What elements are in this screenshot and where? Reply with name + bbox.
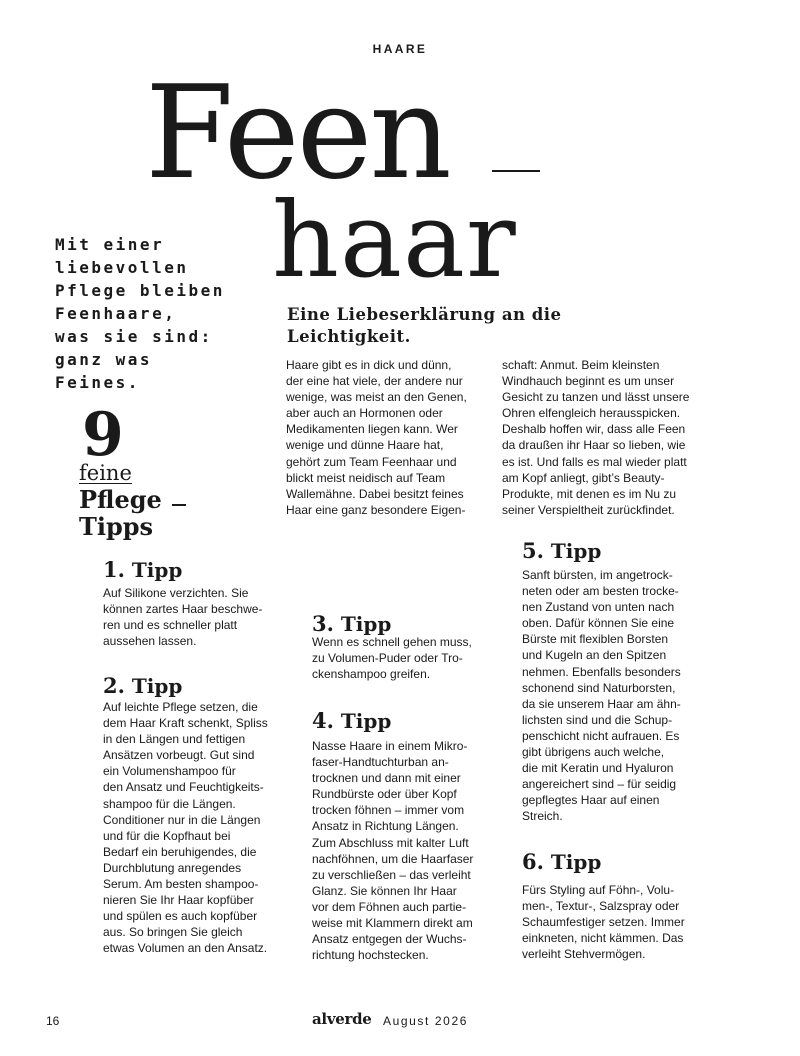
tip-6-label: Tipp [550,850,602,874]
tip-3-text: Wenn es schnell gehen muss, zu Volumen-Puder oder Tro- ckenshampoo greifen. [312,635,472,682]
tip-3-heading [312,612,391,636]
tips-heading-dash [172,504,186,506]
tip-3-number: 3. [312,611,334,636]
headline-line-2: haar [272,179,517,301]
tips-heading-word2: Pflege Tipps [79,485,162,541]
brand-logo: alverde [312,1010,372,1028]
tip-2-heading [103,674,182,698]
body-column-2: schaft: Anmut. Beim kleinsten Windhauch beginnt es um unser Gesicht zu tanzen und lässt unsere Ohren elfengleich herausspicken. Deshalb hoffen wir, dass alle Feen da draußen ihr Haar so lieben, wie es ist. Und falls es mal wieder platt am Kopf anliegt, gibt’s Beauty- Produkte, mit denen es im Nu zu seiner Verspieltheit zurückfindet. [502,358,690,517]
tip-1-label: Tipp [131,558,183,582]
tip-4-text: Nasse Haare in einem Mikro- faser-Handtuchturban an- trocknen und dann mit einer Rundbürste oder über Kopf trocken föhnen – immer vom Ansatz in Richtung Längen. Zum Abschluss mit kalter Luft nachföhnen, um die Haarfaser zu verschließen – das verleiht Glanz. Sie können Ihr Haar vor dem Föhnen auch partie- weise mit Klammern direkt am Ansatz entgegen der Wuchs- richtung hochstecken. [312,739,474,963]
tip-3-label: Tipp [340,612,392,636]
tip-1-number: 1. [103,557,125,582]
issue-date: August 2026 [383,1014,468,1028]
tip-5-heading [522,539,601,563]
page-number: 16 [46,1014,60,1028]
tip-2-number: 2. [103,673,125,698]
intro-text: Mit einer liebevollen Pflege bleiben Feenhaare, was sie sind: ganz was Feines. [55,235,225,392]
tip-6-number: 6. [522,849,544,874]
tip-1-text: Auf Silikone verzichten. Sie können zartes Haar beschwe- ren und es schneller platt aussehen lassen. [103,586,263,649]
tips-count: 9 [82,400,124,470]
subtitle: Eine Liebeserklärung an die Leichtigkeit. [287,305,562,346]
tip-2-label: Tipp [131,674,183,698]
tip-4-heading [312,709,391,733]
tip-4-label: Tipp [340,709,392,733]
tip-4-number: 4. [312,708,334,733]
tip-1-heading [103,558,182,582]
tips-heading-word1: feine [79,461,132,485]
tip-6-text: Fürs Styling auf Föhn-, Volu- men-, Textur-, Salzspray oder Schaumfestiger setzen. Immer einkneten, nicht kämmen. Das verleiht Stehvermögen. [522,883,685,962]
tip-5-label: Tipp [550,539,602,563]
headline-dash [492,170,540,172]
tip-2-text: Auf leichte Pflege setzen, die dem Haar Kraft schenkt, Spliss in den Längen und fettigen Ansätzen vorbeugt. Gut sind ein Volumenshampoo für den Ansatz und Feuchtigkeits- shampoo für die Längen. Conditioner nur in die Längen und für die Kopfhaut bei Bedarf ein beruhigendes, die Durchblutung anregendes Serum. Am besten shampoo- nieren Sie Ihr Haar kopfüber und spülen es auch kopfüber aus. So bringen Sie gleich etwas Volumen an den Ansatz. [103,700,268,956]
tip-5-number: 5. [522,538,544,563]
body-column-1: Haare gibt es in dick und dünn, der eine hat viele, der andere nur wenige, was meist an den Genen, aber auch an Hormonen oder Medikamenten liegen kann. Wer wenige und dünne Haare hat, gehört zum Team Feenhaar und blickt meist neidisch auf Team Wallemähne. Dabei besitzt feines Haar eine ganz besondere Eigen- [286,358,467,517]
tip-6-heading [522,850,601,874]
section-label: HAARE [372,42,428,56]
tip-5-text: Sanft bürsten, im angetrock- neten oder am besten trocke- nen Zustand von unten nach oben. Dafür können Sie eine Bürste mit flexiblen Borsten und Kugeln an den Spitzen nehmen. Ebenfalls besonders schonend sind Naturborsten, da sie unserem Haar am ähn- lichsten sind und die Schup- penschicht nicht aufrauen. Es gibt übrigens auch welche, die mit Keratin und Hyaluron angereichert sind – für seidig gepflegtes Haar auf einen Streich. [522,568,681,824]
headline-line-1: Feen [145,59,449,208]
